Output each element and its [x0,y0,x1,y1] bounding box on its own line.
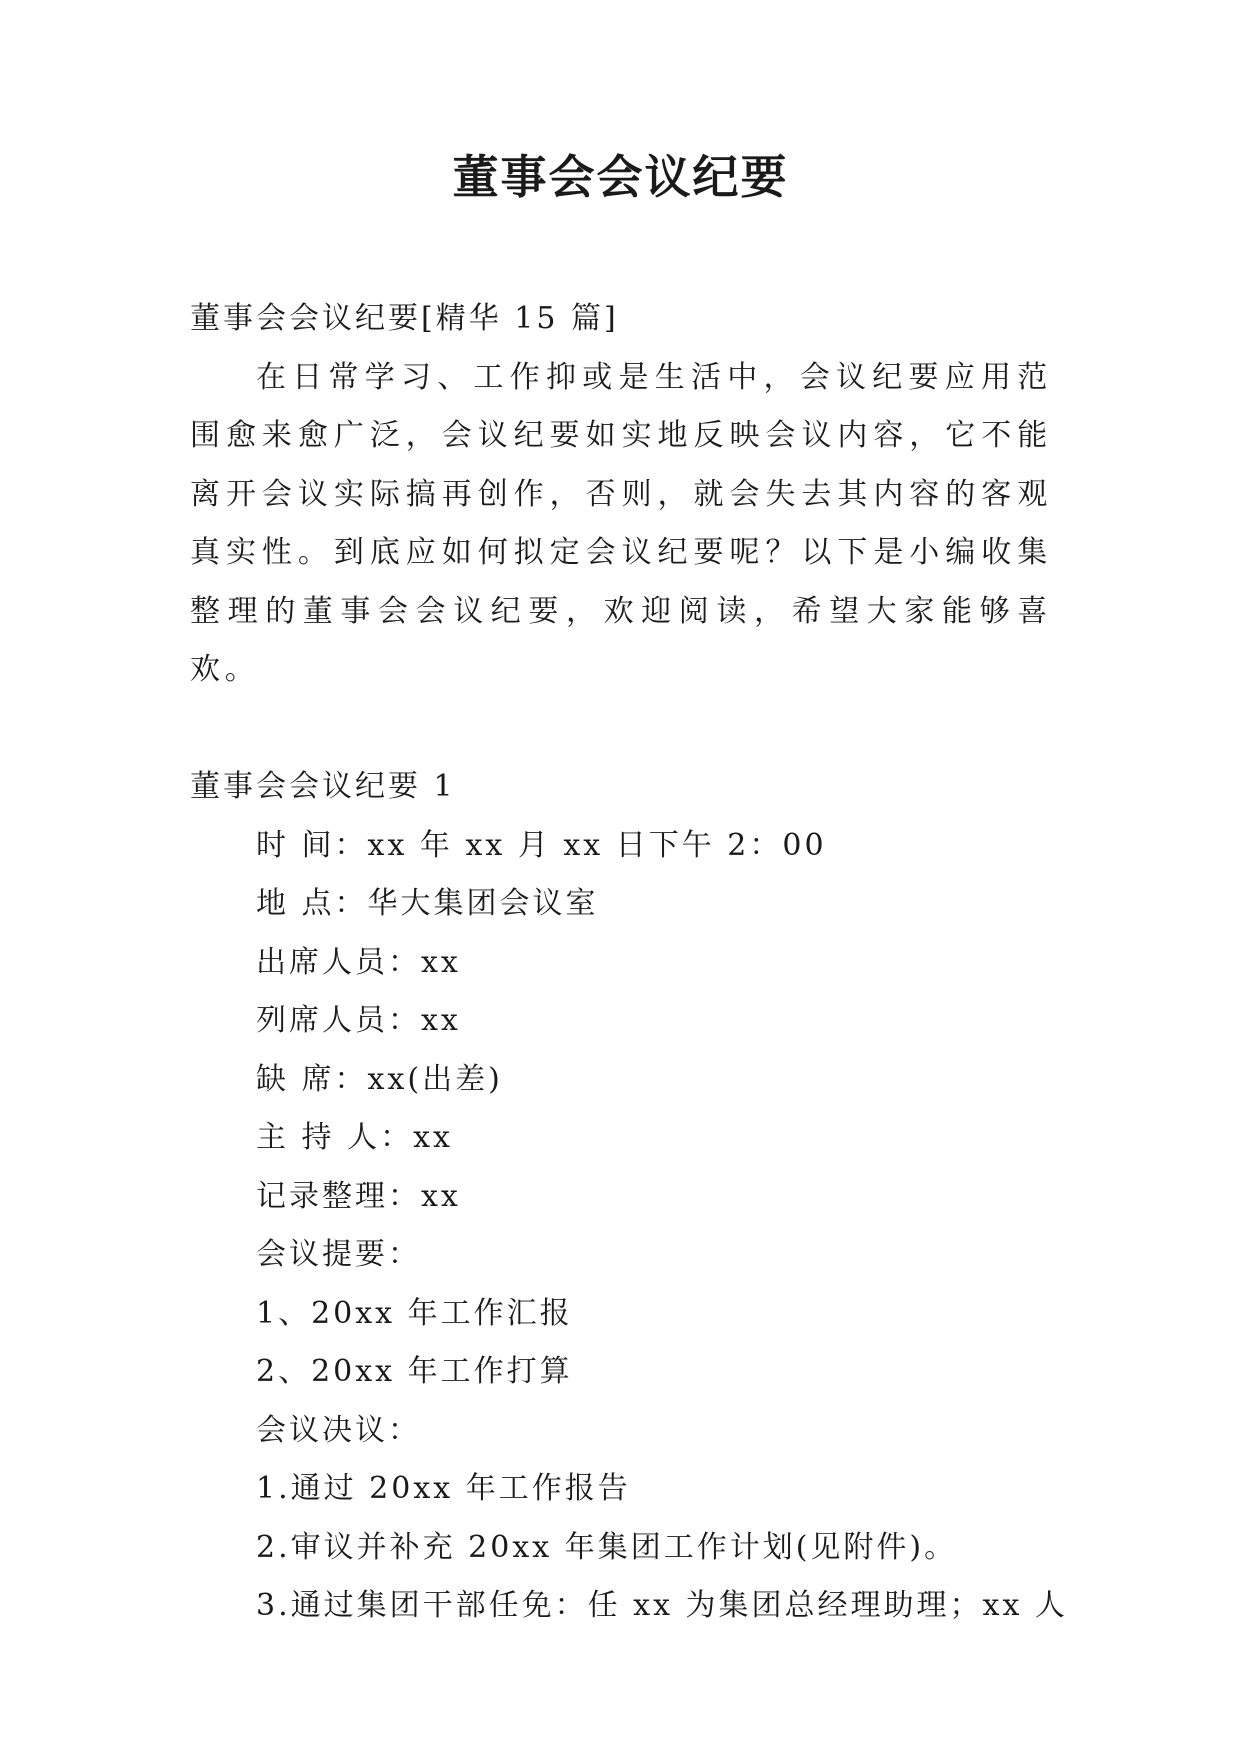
agenda-item: 2、20xx 年工作打算 [256,1354,573,1389]
recorder: 记录整理：xx [256,1178,461,1214]
attendees: 出席人员：xx [256,944,461,980]
agenda-item: 1、20xx 年工作汇报 [256,1295,573,1331]
resolution-item: 2.审议并补充 20xx 年集团工作计划(见附件)。 [256,1529,958,1565]
intro-paragraph: 在日常学习、工作抑或是生活中，会议纪要应用范围愈来愈广泛，会议纪要如实地反映会议内容，它不能离开会议实际搞再创作，否则，就会失去其内容的客观真实性。到底应如何拟定会议纪要呢？以下是小编收集整理的董事会会议纪要，欢迎阅读，希望大家能够喜欢。 [190,359,1052,687]
resolution-item: 3.通过集团干部任免：任 xx 为集团总经理助理；xx 人 [256,1588,1068,1623]
absentees: 缺 席：xx(出差) [256,1061,503,1097]
resolution-item: 1.通过 20xx 年工作报告 [256,1471,631,1506]
meeting-time: 时 间：xx 年 xx 月 xx 日下午 2：00 [256,827,827,863]
document-body [190,290,1068,1636]
non-voting-attendees: 列席人员：xx [256,1003,461,1038]
host: 主 持 人：xx [256,1120,453,1155]
document-subtitle: 董事会会议纪要[精华 15 篇] [190,301,619,336]
meeting-location: 地 点：华大集团会议室 [256,886,599,921]
section-heading: 董事会会议纪要 1 [190,769,456,804]
agenda-heading: 会议提要： [256,1237,421,1272]
document-title: 董事会会议纪要 [452,150,789,204]
section-spacer [190,700,1052,759]
resolutions-heading: 会议决议： [256,1412,421,1448]
